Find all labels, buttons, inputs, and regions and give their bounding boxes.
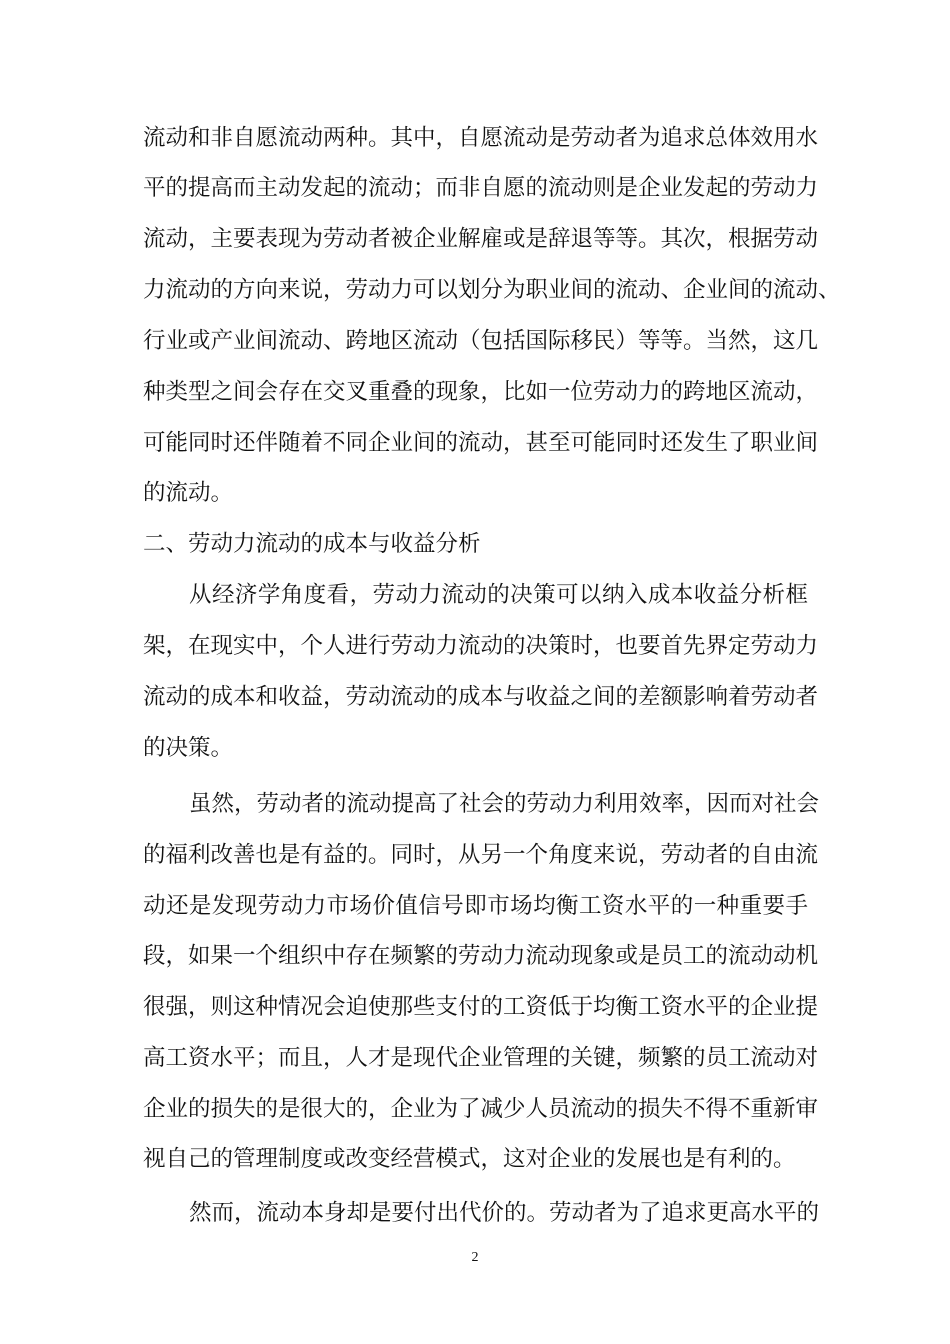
paragraph-line: 平的提高而主动发起的流动；而非自愿的流动则是企业发起的劳动力 <box>143 175 819 201</box>
paragraph-line: 企业的损失的是很大的，企业为了减少人员流动的损失不得不重新审 <box>143 1096 819 1122</box>
paragraph-line: 然而，流动本身却是要付出代价的。劳动者为了追求更高水平的 <box>189 1200 820 1226</box>
paragraph-line: 视自己的管理制度或改变经营模式，这对企业的发展也是有利的。 <box>143 1146 796 1172</box>
paragraph-line: 高工资水平；而且，人才是现代企业管理的关键，频繁的员工流动对 <box>143 1045 819 1071</box>
paragraph-line: 虽然，劳动者的流动提高了社会的劳动力利用效率，因而对社会 <box>189 791 820 817</box>
paragraph-line: 很强，则这种情况会迫使那些支付的工资低于均衡工资水平的企业提 <box>143 994 819 1020</box>
paragraph-line: 流动和非自愿流动两种。其中，自愿流动是劳动者为追求总体效用水 <box>143 125 819 151</box>
page-number: 2 <box>471 1250 479 1265</box>
paragraph-line: 的流动。 <box>143 480 234 506</box>
paragraph-line: 架，在现实中，个人进行劳动力流动的决策时，也要首先界定劳动力 <box>143 633 819 659</box>
section-heading: 二、劳动力流动的成本与收益分析 <box>143 531 481 557</box>
paragraph-line: 动还是发现劳动力市场价值信号即市场均衡工资水平的一种重要手 <box>143 893 808 919</box>
paragraph-line: 段，如果一个组织中存在频繁的劳动力流动现象或是员工的流动动机 <box>143 943 819 969</box>
paragraph-line: 流动的成本和收益，劳动流动的成本与收益之间的差额影响着劳动者 <box>143 684 819 710</box>
paragraph-line: 力流动的方向来说，劳动力可以划分为职业间的流动、企业间的流动、 <box>143 277 841 303</box>
paragraph-line: 流动，主要表现为劳动者被企业解雇或是辞退等等。其次，根据劳动 <box>143 226 819 252</box>
paragraph-line: 的决策。 <box>143 735 234 761</box>
paragraph-line: 种类型之间会存在交叉重叠的现象，比如一位劳动力的跨地区流动， <box>143 379 819 405</box>
paragraph-line: 行业或产业间流动、跨地区流动（包括国际移民）等等。当然，这几 <box>143 328 819 354</box>
paragraph-line: 从经济学角度看，劳动力流动的决策可以纳入成本收益分析框 <box>189 582 808 608</box>
paragraph-line: 的福利改善也是有益的。同时，从另一个角度来说，劳动者的自由流 <box>143 842 819 868</box>
paragraph-line: 可能同时还伴随着不同企业间的流动，甚至可能同时还发生了职业间 <box>143 430 819 456</box>
